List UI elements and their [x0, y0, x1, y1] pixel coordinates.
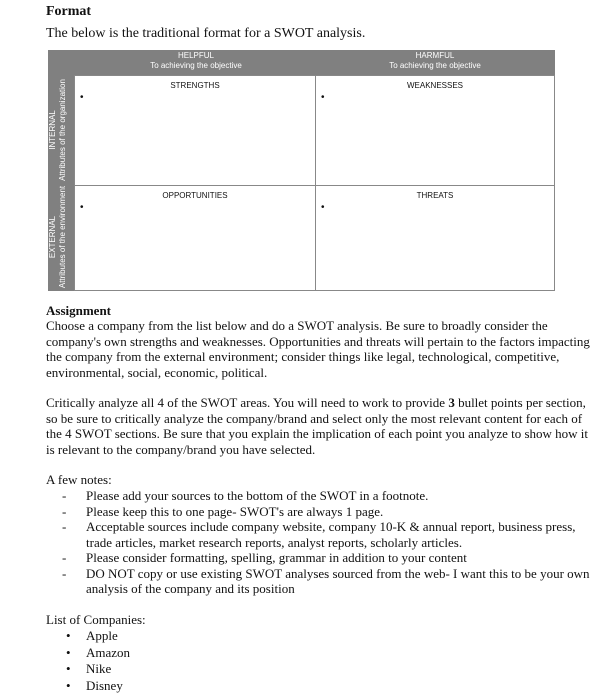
- note-item: - Please keep this to one page- SWOT's are always 1 page.: [62, 503, 384, 519]
- internal-label: [48, 76, 74, 184]
- companies-heading: List of Companies:: [46, 612, 146, 627]
- strengths-title: STRENGTHS: [170, 81, 220, 90]
- notes-list: [62, 488, 592, 597]
- swot-table: [48, 50, 555, 291]
- internal-sub: Attributes of the organization: [58, 79, 67, 181]
- company-item: • Disney: [66, 677, 123, 693]
- company-name: Nike: [86, 661, 112, 676]
- company-name: Amazon: [86, 644, 131, 660]
- external-sub: Attributes of the environment: [58, 185, 67, 289]
- assignment-heading: Assignment: [46, 303, 112, 318]
- p2-bold: 3: [448, 395, 455, 410]
- intro-text: The below is the traditional format for a SWOT analysis.: [46, 26, 366, 41]
- p2-part: bullet points per section, so be sure to critically analyze the company/brand and select only the most relevant content for each of the 4 SWOT sections. Be sure that you explain the implication of each point you analyze to show how it is relevant to the company/brand you have selected.: [46, 395, 589, 457]
- swot-side: [48, 75, 74, 291]
- company-name: Disney: [86, 677, 123, 693]
- companies-list: [62, 628, 130, 694]
- threats-cell: [315, 185, 555, 291]
- external-title: EXTERNAL: [48, 215, 57, 259]
- strengths-cell: [74, 75, 316, 186]
- bullet: •: [321, 92, 325, 103]
- helpful-title: HELPFUL: [177, 51, 214, 60]
- external-label: [48, 183, 74, 291]
- note-item: - DO NOT copy or use existing SWOT analyses sourced from the web- I want this to be your own analysis of the company and its position: [62, 565, 590, 596]
- note-item: - Please consider formatting, spelling, grammar in addition to your content: [62, 550, 467, 565]
- note-text: DO NOT copy or use existing SWOT analyses sourced from the web- I want this to be your own analysis of the company and its position: [86, 565, 590, 596]
- company-item: • Nike: [66, 661, 112, 676]
- bullet: •: [321, 202, 325, 213]
- weaknesses-title: WEAKNESSES: [406, 81, 463, 90]
- threats-title: THREATS: [416, 191, 454, 200]
- format-heading: Format: [46, 4, 92, 19]
- helpful-header: [76, 51, 316, 71]
- helpful-sub: To achieving the objective: [150, 61, 242, 70]
- company-name: Apple: [86, 628, 118, 643]
- harmful-title: HARMFUL: [415, 51, 455, 60]
- note-text: Please consider formatting, spelling, grammar in addition to your content: [86, 550, 467, 565]
- bullet: •: [80, 202, 84, 213]
- bullet: •: [80, 92, 84, 103]
- internal-title: INTERNAL: [48, 110, 57, 150]
- opportunities-title: OPPORTUNITIES: [162, 191, 228, 200]
- note-item: - Please add your sources to the bottom of the SWOT in a footnote.: [62, 488, 429, 503]
- assignment-paragraph-2: [46, 395, 596, 457]
- note-text: Please add your sources to the bottom of the SWOT in a footnote.: [86, 488, 429, 503]
- harmful-sub: To achieving the objective: [389, 61, 481, 70]
- company-item: • Amazon: [66, 644, 131, 660]
- note-text: Acceptable sources include company website, company 10-K & annual report, business press, trade articles, market research reports, analyst reports, scholarly articles.: [86, 519, 576, 550]
- swot-header: [48, 50, 555, 75]
- opportunities-cell: [74, 185, 316, 291]
- notes-heading: A few notes:: [46, 472, 112, 487]
- weaknesses-cell: [315, 75, 555, 186]
- note-text: Please keep this to one page- SWOT's are always 1 page.: [86, 503, 384, 519]
- harmful-header: [315, 51, 555, 71]
- p2-part: Critically analyze all 4 of the SWOT areas. You will need to work to provide: [46, 395, 449, 410]
- company-item: • Apple: [66, 628, 118, 643]
- assignment-paragraph-1: Choose a company from the list below and do a SWOT analysis. Be sure to broadly consider the company's own strengths and weaknesses. Opportunities and threats will pertain to the factors impacting the company from the external environment; consider things like legal, technological, competitive, environmental, social, economic, political.: [46, 318, 590, 380]
- note-item: - Acceptable sources include company website, company 10-K & annual report, business press, trade articles, market research reports, analyst reports, scholarly articles.: [62, 519, 576, 550]
